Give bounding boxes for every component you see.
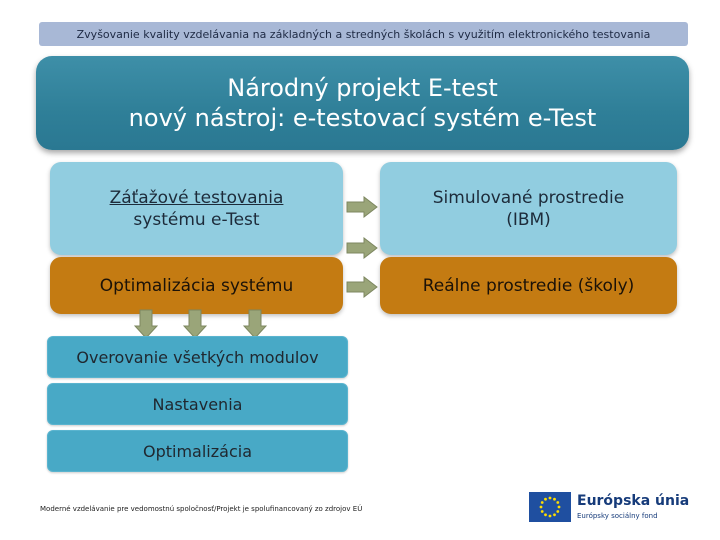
title-line-2: nový nástroj: e-testovací systém e-Test bbox=[128, 104, 597, 132]
title-box bbox=[36, 56, 689, 150]
load-testing-line-1: Záťažové testovania bbox=[109, 187, 284, 208]
right-arrow-icon bbox=[346, 237, 378, 259]
real-environment-box bbox=[380, 257, 677, 314]
down-arrow-icon bbox=[183, 309, 207, 339]
step-label: Nastavenia bbox=[152, 394, 243, 414]
eu-subtitle: Európsky sociálny fond bbox=[577, 512, 658, 520]
simulated-line-2: (IBM) bbox=[506, 209, 551, 230]
eu-logo bbox=[529, 492, 689, 524]
simulated-environment-box bbox=[380, 162, 677, 255]
step-label: Optimalizácia bbox=[143, 441, 252, 461]
system-optimization-box bbox=[50, 257, 343, 314]
right-arrow-icon bbox=[346, 196, 378, 218]
step-verify-modules bbox=[47, 336, 348, 378]
right-arrow-icon bbox=[346, 276, 378, 298]
header-banner bbox=[39, 22, 688, 46]
down-arrow-icon bbox=[243, 309, 267, 339]
step-settings bbox=[47, 383, 348, 425]
header-text: Zvyšovanie kvality vzdelávania na základných a stredných školách s využitím elektronického testovania bbox=[76, 27, 651, 41]
simulated-line-1: Simulované prostredie bbox=[432, 187, 625, 208]
title-line-1: Národný projekt E-test bbox=[227, 74, 498, 102]
optimization-label: Optimalizácia systému bbox=[99, 275, 294, 296]
load-testing-box bbox=[50, 162, 343, 255]
real-environment-label: Reálne prostredie (školy) bbox=[422, 275, 635, 296]
eu-title: Európska únia bbox=[577, 493, 690, 509]
step-optimization bbox=[47, 430, 348, 472]
down-arrow-icon bbox=[134, 309, 158, 339]
step-label: Overovanie všetkých modulov bbox=[76, 347, 319, 367]
footer-text: Moderné vzdelávanie pre vedomostnú spoločnosť/Projekt je spolufinancovaný zo zdrojov EÚ bbox=[40, 505, 363, 513]
load-testing-line-2: systému e-Test bbox=[133, 209, 260, 230]
eu-flag-icon bbox=[529, 492, 571, 522]
